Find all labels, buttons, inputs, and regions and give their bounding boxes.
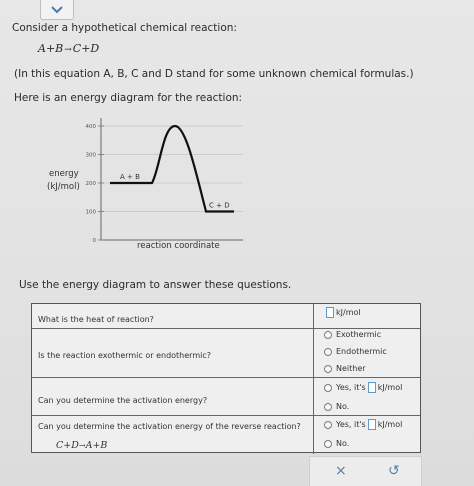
radio-neither[interactable] <box>324 365 332 373</box>
reaction-right: C+D <box>72 42 100 55</box>
question-exo-endo-text: Is the reaction exothermic or endothermic? <box>38 351 211 360</box>
reaction-left: A+B <box>38 42 64 55</box>
question-row-reverse-activation <box>32 416 420 454</box>
question-row-exo-endo <box>32 329 420 378</box>
option-activation-yes[interactable]: Yes, it's kJ/mol <box>324 382 402 393</box>
reaction-arrow: → <box>64 45 72 55</box>
reverse-reaction-equation: C+D→A+B <box>56 440 108 451</box>
radio-reverse-no[interactable] <box>324 440 332 448</box>
option-neither[interactable]: Neither <box>324 364 366 373</box>
heat-input[interactable] <box>326 307 334 318</box>
questions-table <box>31 303 421 453</box>
x-axis-label: reaction coordinate <box>137 241 220 251</box>
radio-exothermic[interactable] <box>324 331 332 339</box>
y-tick-label: 0 <box>92 238 96 244</box>
radio-activation-no[interactable] <box>324 403 332 411</box>
option-endothermic[interactable]: Endothermic <box>324 347 387 356</box>
option-exothermic[interactable]: Exothermic <box>324 330 381 339</box>
question-row-heat <box>32 304 420 329</box>
option-reverse-no[interactable]: No. <box>324 439 349 448</box>
question-heat-text: What is the heat of reaction? <box>38 315 154 324</box>
y-tick-label: 300 <box>85 152 96 159</box>
diagram-intro-text: Here is an energy diagram for the reaction: <box>14 92 243 104</box>
note-text: (In this equation A, B, C and D stand for some unknown chemical formulas.) <box>14 68 414 80</box>
product-label: C + D <box>209 201 230 210</box>
energy-curve <box>110 126 234 212</box>
y-axis-label: energy <box>49 169 79 179</box>
y-tick-label: 400 <box>85 124 96 130</box>
radio-activation-yes[interactable] <box>324 384 332 392</box>
chart-grid <box>101 126 243 212</box>
y-tick-label: 100 <box>85 209 96 216</box>
option-reverse-yes[interactable]: Yes, it's kJ/mol <box>324 419 402 430</box>
option-activation-no[interactable]: No. <box>324 402 349 411</box>
reactant-label: A + B <box>120 173 140 181</box>
y-tick-label: 200 <box>85 181 96 187</box>
answer-footer <box>309 456 422 486</box>
question-reverse-text: Can you determine the activation energy of the reverse reaction? <box>38 422 301 431</box>
radio-endothermic[interactable] <box>324 348 332 356</box>
radio-reverse-yes[interactable] <box>324 421 332 429</box>
heat-answer <box>324 307 361 318</box>
heat-unit: kJ/mol <box>336 308 361 317</box>
reverse-activation-input[interactable] <box>368 419 376 430</box>
use-diagram-text: Use the energy diagram to answer these questions. <box>19 279 292 291</box>
y-axis-unit: (kJ/mol) <box>47 182 80 192</box>
intro-text: Consider a hypothetical chemical reaction: <box>12 22 237 34</box>
question-row-activation <box>32 378 420 416</box>
undo-button[interactable]: ↺ <box>388 463 400 479</box>
question-activation-text: Can you determine the activation energy? <box>38 396 208 405</box>
activation-input[interactable] <box>368 382 376 393</box>
clear-button[interactable]: × <box>335 463 347 479</box>
